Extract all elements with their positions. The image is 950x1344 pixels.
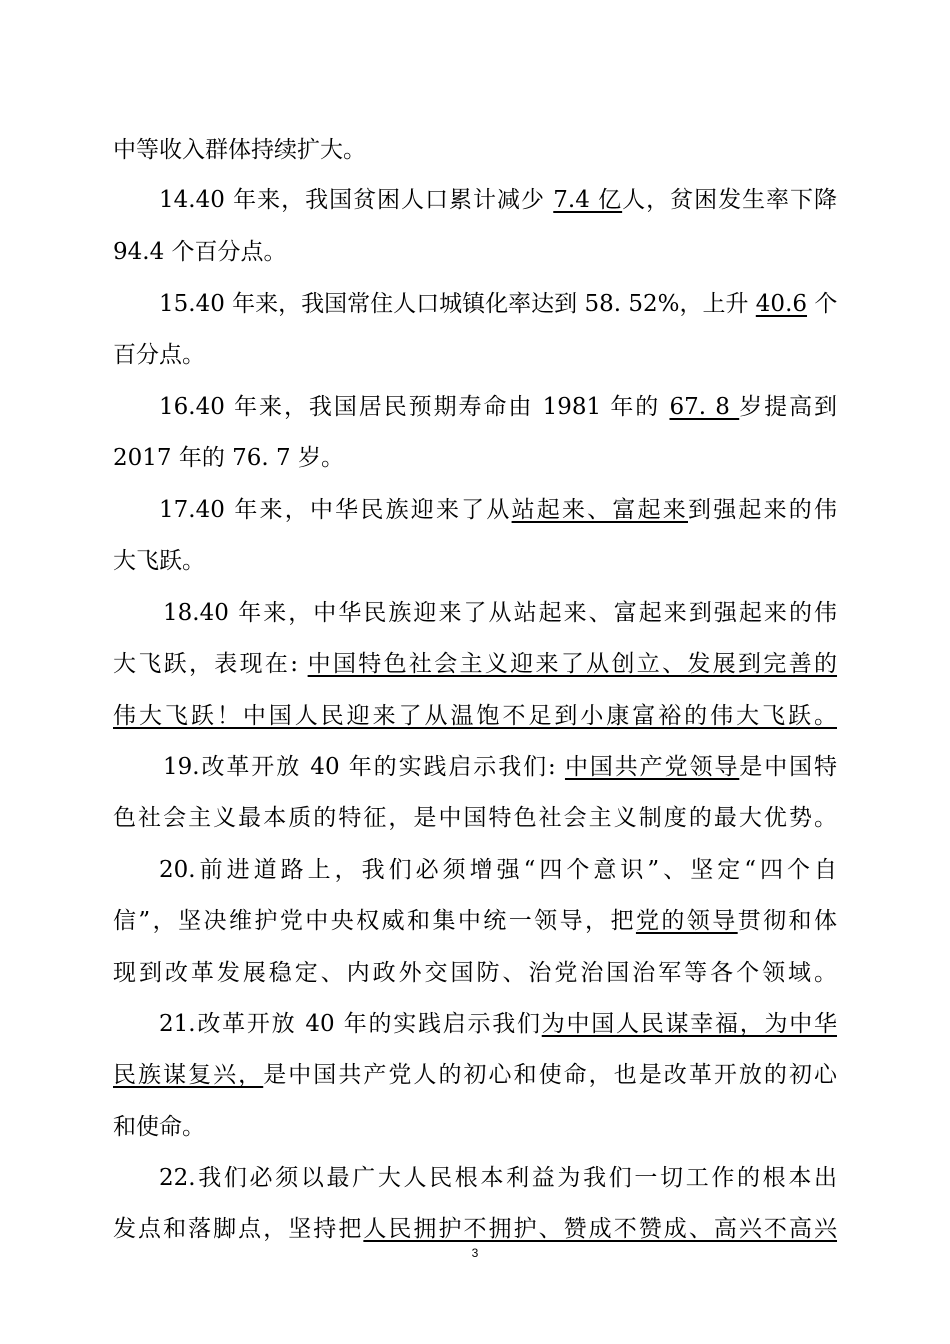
text-segment: 贯彻和体 <box>737 908 837 934</box>
text-segment: 14.40 年来，我国贫困人口累计减少 <box>159 187 554 213</box>
text-segment: 人，贫困发生率下降 <box>622 187 838 213</box>
underlined-answer: 为中国人民谋幸福，为中华 <box>541 1011 837 1037</box>
text-segment: 百分点。 <box>113 342 205 368</box>
page-number: 3 <box>471 1246 479 1260</box>
text-segment: 到强起来的伟 <box>688 497 838 523</box>
text-segment: 发点和落脚点，坚持把 <box>113 1216 364 1242</box>
text-line <box>113 442 344 474</box>
text-segment: 色社会主义最本质的特征，是中国特色社会主义制度的最大优势。 <box>113 805 837 831</box>
text-segment: 大飞跃。 <box>113 548 205 574</box>
text-line <box>159 1162 837 1194</box>
text-line <box>159 1008 837 1040</box>
text-line <box>113 1213 837 1245</box>
text-line <box>113 1059 837 1091</box>
underlined-answer: 67. 8 <box>669 394 740 420</box>
text-segment: 20.前进道路上，我们必须增强“四个意识”、坚定“四个自 <box>159 857 837 883</box>
text-segment: 94.4 个百分点。 <box>113 239 287 265</box>
text-line <box>163 597 837 629</box>
underlined-answer: 40.6 <box>755 291 808 317</box>
text-segment: 现到改革发展稳定、内政外交国防、治党治国治军等各个领域。 <box>113 960 837 986</box>
underlined-answer: 中国特色社会主义迎来了从创立、发展到完善的 <box>307 651 838 677</box>
text-line <box>163 751 837 783</box>
text-line <box>113 1111 205 1143</box>
text-line <box>113 905 837 937</box>
text-segment: 岁提高到 <box>739 394 838 420</box>
text-segment: 19.改革开放 40 年的实践启示我们: <box>163 754 565 780</box>
underlined-answer: 人民拥护不拥护、赞成不赞成、高兴不高兴 <box>363 1216 838 1242</box>
text-segment: 和使命。 <box>113 1114 205 1140</box>
text-segment: 个 <box>807 291 838 317</box>
underlined-answer: 站起来、富起来 <box>511 497 688 523</box>
text-segment: 是中国特 <box>739 754 838 780</box>
text-line <box>113 957 837 989</box>
text-segment: 大飞跃，表现在: <box>113 651 308 677</box>
text-segment: 2017 年的 76. 7 岁。 <box>113 445 344 471</box>
text-line <box>113 339 205 371</box>
text-segment: 21.改革开放 40 年的实践启示我们 <box>159 1011 542 1037</box>
text-segment: 15.40 年来，我国常住人口城镇化率达到 58. 52%，上升 <box>159 291 756 317</box>
text-line <box>159 184 837 216</box>
text-line <box>159 494 837 526</box>
underlined-answer: 伟大飞跃！中国人民迎来了从温饱不足到小康富裕的伟大飞跃。 <box>113 703 837 729</box>
text-line <box>113 700 837 732</box>
underlined-answer: 7.4 亿 <box>553 187 623 213</box>
text-line <box>113 236 287 268</box>
text-line <box>159 288 837 320</box>
text-line <box>113 802 837 834</box>
text-line <box>113 545 205 577</box>
text-segment: 18.40 年来，中华民族迎来了从站起来、富起来到强起来的伟 <box>163 600 837 626</box>
text-segment: 信”，坚决维护党中央权威和集中统一领导，把 <box>113 908 636 934</box>
text-segment: 16.40 年来，我国居民预期寿命由 1981 年的 <box>159 394 670 420</box>
text-segment: 中等收入群体持续扩大。 <box>113 137 366 163</box>
underlined-answer: 党的领导 <box>635 908 738 934</box>
underlined-answer: 民族谋复兴， <box>113 1062 264 1088</box>
text-segment: 22.我们必须以最广大人民根本利益为我们一切工作的根本出 <box>159 1165 837 1191</box>
text-line <box>159 391 837 423</box>
underlined-answer: 中国共产党领导 <box>564 754 740 780</box>
text-line <box>113 648 837 680</box>
text-line <box>113 134 366 166</box>
text-segment: 是中国共产党人的初心和使命，也是改革开放的初心 <box>263 1062 838 1088</box>
text-segment: 17.40 年来，中华民族迎来了从 <box>159 497 512 523</box>
text-line <box>159 854 837 886</box>
